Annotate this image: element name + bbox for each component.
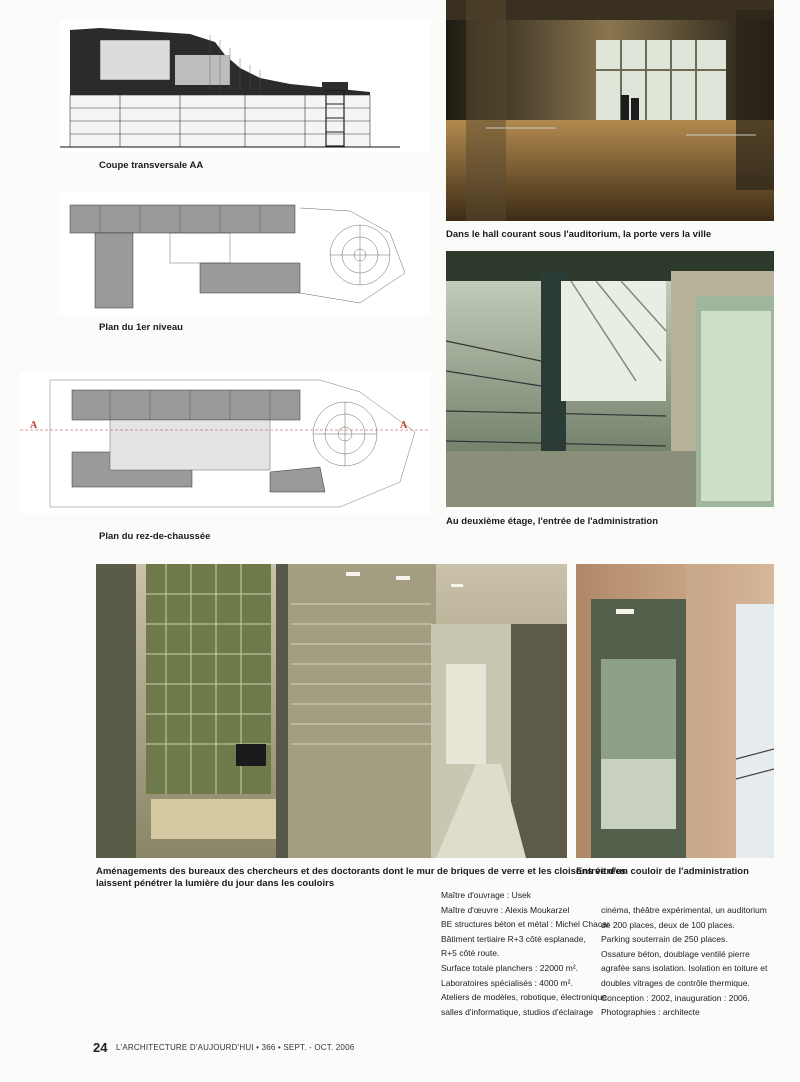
credit-line: BE structures béton et métal : Michel Chacar bbox=[441, 919, 610, 930]
credit-line: R+5 côté route. bbox=[441, 948, 500, 959]
admin-entrance-caption: Au deuxième étage, l'entrée de l'administration bbox=[446, 516, 658, 527]
plan-ground-caption: Plan du rez-de-chaussée bbox=[99, 531, 211, 542]
section-marker-right: A bbox=[400, 420, 408, 431]
credit-line: Ossature béton, doublage ventilé pierre bbox=[601, 948, 750, 959]
credit-line: Surface totale planchers : 22000 m². bbox=[441, 962, 579, 973]
section-marker-left: A bbox=[30, 420, 38, 431]
credit-line: Laboratoires spécialisés : 4000 m². bbox=[441, 977, 573, 988]
credit-line: Maître d'ouvrage : Usek bbox=[441, 890, 531, 900]
credit-line: cinéma, théâtre expérimental, un auditorium bbox=[601, 905, 767, 915]
plan-level1-drawing bbox=[60, 193, 430, 315]
credits-right bbox=[601, 903, 781, 1020]
page-number: 24 bbox=[93, 1040, 108, 1055]
credit-line: Maître d'œuvre : Alexis Moukarzel bbox=[441, 904, 570, 915]
credit-line: Bâtiment tertiaire R+3 côté esplanade, bbox=[441, 933, 586, 944]
credit-line: salles d'informatique, studios d'éclairage bbox=[441, 1006, 594, 1017]
corridor-caption: Entrée d'un couloir de l'administration bbox=[576, 866, 749, 877]
section-caption: Coupe transversale AA bbox=[99, 160, 204, 171]
plan-level1-caption: Plan du 1er niveau bbox=[99, 322, 183, 333]
hall-caption: Dans le hall courant sous l'auditorium, la porte vers la ville bbox=[446, 229, 712, 240]
credit-line: agrafée sans isolation. Isolation en toiture et bbox=[601, 963, 768, 974]
admin-entrance-photo bbox=[446, 251, 774, 507]
offices-caption-line1: Aménagements des bureaux des chercheurs et des doctorants dont le mur de briques de verre et les cloisons vitrées bbox=[96, 866, 627, 877]
running-title: L'ARCHITECTURE D'AUJOURD'HUI • 366 • SEPT. - OCT. 2006 bbox=[116, 1043, 355, 1052]
credit-line: doubles vitrages de contrôle thermique. bbox=[601, 977, 750, 988]
credit-line: Photographies : architecte bbox=[601, 1007, 700, 1018]
corridor-photo bbox=[576, 564, 774, 858]
hall-photo bbox=[446, 0, 774, 221]
credit-line: de 200 places, deux de 100 places. bbox=[601, 919, 735, 930]
section-drawing bbox=[60, 20, 430, 152]
credit-line: Ateliers de modèles, robotique, électronique, bbox=[441, 992, 610, 1003]
credit-line: Parking souterrain de 250 places. bbox=[601, 934, 728, 945]
offices-photo bbox=[96, 564, 567, 858]
offices-caption-line2: laissent pénétrer la lumière du jour dans les couloirs bbox=[96, 878, 335, 889]
credits-left bbox=[441, 888, 611, 1019]
credit-line: Conception : 2002, inauguration : 2006. bbox=[601, 992, 750, 1003]
plan-ground-drawing bbox=[20, 372, 430, 514]
